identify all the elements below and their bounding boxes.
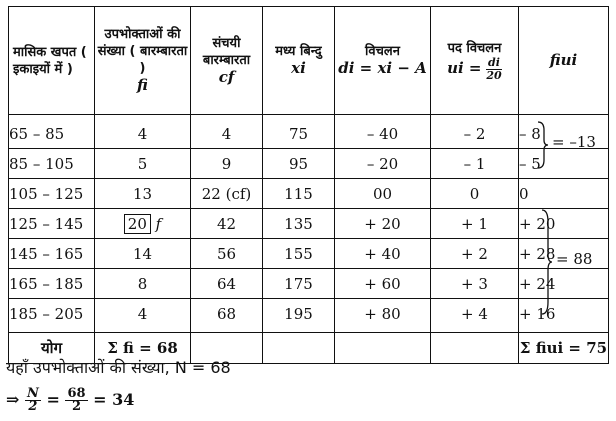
dev-cell: – 40 [335,115,431,149]
mid-cell: 95 [263,149,335,179]
step-cell: 0 [431,179,519,209]
freq-cell: 5 [95,149,191,179]
mid-cell: 135 [263,209,335,239]
table-row [9,149,609,179]
step-cell: + 3 [431,269,519,299]
fu-cell: + 16 [519,299,609,333]
dev-cell: + 80 [335,299,431,333]
total-label: योग [9,333,95,364]
cf-cell: 9 [191,149,263,179]
table-row [9,269,609,299]
sum-fu: Σ fiui = 75 [519,333,609,364]
table-row [9,179,609,209]
header-midpoint: मध्य बिन्दु xi [263,7,335,115]
frequency-table [8,6,609,364]
class-cell: 85 – 105 [9,149,95,179]
dev-cell: 00 [335,179,431,209]
freq-cell: 4 [95,299,191,333]
cf-cell: 4 [191,115,263,149]
sum-f: Σ fi = 68 [95,333,191,364]
cf-cell: 42 [191,209,263,239]
fu-cell: + 28 [519,239,609,269]
fu-cell: 0 [519,179,609,209]
class-cell: 125 – 145 [9,209,95,239]
fu-cell: + 24 [519,269,609,299]
cf-cell: 56 [191,239,263,269]
dev-cell: – 20 [335,149,431,179]
class-cell: 105 – 125 [9,179,95,209]
positive-group-brace [540,208,554,316]
mid-cell: 115 [263,179,335,209]
dev-cell: + 20 [335,209,431,239]
step-cell: + 2 [431,239,519,269]
class-cell: 185 – 205 [9,299,95,333]
header-frequency: उपभोक्ताओं की संख्या ( बारम्बारता ) fi [95,7,191,115]
freq-cell [95,209,191,239]
freq-cell: 14 [95,239,191,269]
freq-cell: 8 [95,269,191,299]
fu-cell: + 20 [519,209,609,239]
table-row [9,209,609,239]
n-over-2: $\frac{N}{2}$ [26,386,39,414]
mid-cell: 195 [263,299,335,333]
fu-cell: – 8 [519,115,609,149]
freq-cell: 4 [95,115,191,149]
cf-cell: 22 (cf) [191,179,263,209]
class-cell: 165 – 185 [9,269,95,299]
modal-frequency-suffix: f [155,214,162,233]
header-class: मासिक खपत ( इकाइयों में ) [9,7,95,115]
modal-frequency-box: 20 [124,214,151,234]
table-row [9,115,609,149]
mid-cell: 75 [263,115,335,149]
mid-cell: 175 [263,269,335,299]
header-deviation: विचलन di = xi − A [335,7,431,115]
fu-cell: – 5 [519,149,609,179]
header-row [9,7,609,115]
dev-cell: + 40 [335,239,431,269]
header-cumulative-frequency: संचयी बारम्बारता cf [191,7,263,115]
step-cell: – 2 [431,115,519,149]
mid-cell: 155 [263,239,335,269]
cf-cell: 68 [191,299,263,333]
step-cell: + 4 [431,299,519,333]
positive-group-sum: = 88 [556,250,593,268]
negative-group-brace [536,120,550,170]
negative-group-sum: = –13 [552,133,596,151]
class-cell: 145 – 165 [9,239,95,269]
cf-cell: 64 [191,269,263,299]
median-position-formula: ⇒ $\frac{N}{2}$ = $\frac{68}{2}$ = 34 [6,386,135,414]
dev-cell: + 60 [335,269,431,299]
observation-count: यहाँ उपभोक्ताओं की संख्या, N = 68 [6,358,231,377]
step-cell: – 1 [431,149,519,179]
header-fu: fiui [519,7,609,115]
sixty-eight-over-2: $\frac{68}{2}$ [67,386,86,414]
table-row [9,299,609,333]
table-row [9,239,609,269]
step-fraction: $\frac{di}{20}$ [486,55,502,82]
freq-cell: 13 [95,179,191,209]
step-cell: + 1 [431,209,519,239]
class-cell: 65 – 85 [9,115,95,149]
header-step-deviation: पद विचलन ui = $\frac{di}{20}$ [431,7,519,115]
